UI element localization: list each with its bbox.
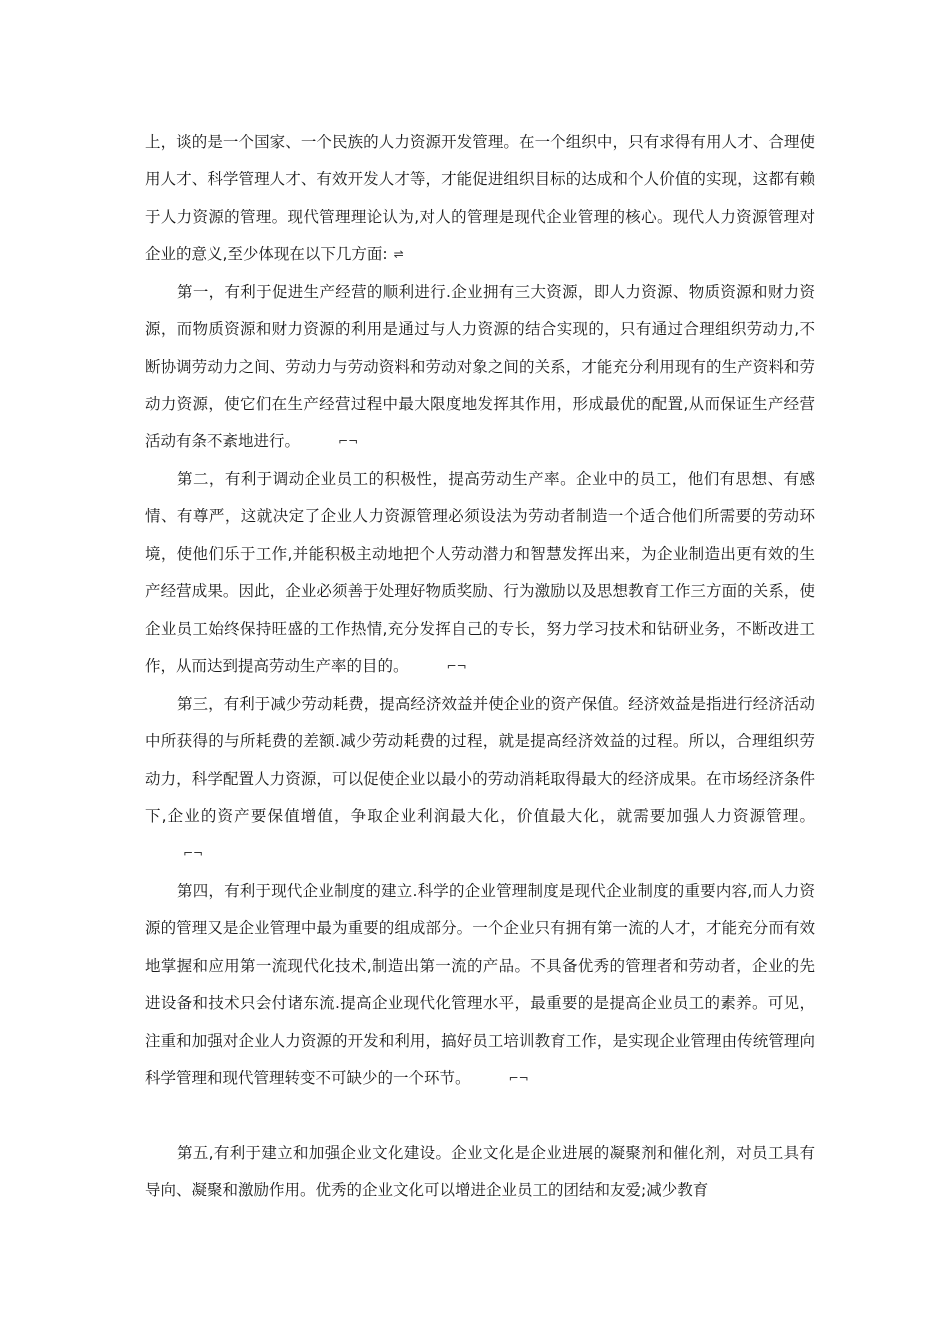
paragraph-fifth-point: 第五,有利于建立和加强企业文化建设。企业文化是企业进展的凝聚剂和催化剂，对员工具有导向、凝聚和激励作用。优秀的企业文化可以增进企业员工的团结和友爱;减少教育 <box>145 1143 815 1199</box>
paragraph-mark-icon: ⌐¬ <box>338 434 359 449</box>
paragraph-mark-icon: ⌐¬ <box>446 659 467 674</box>
paragraph-second-point: 第二，有利于调动企业员工的积极性，提高劳动生产率。企业中的员工，他们有思想、有感情、有尊严，这就决定了企业人力资源管理必须设法为劳动者制造一个适合他们所需要的劳动环境，使他们乐于工作,并能积极主动地把个人劳动潜力和智慧发挥出来，为企业制造出更有效的生产经营成果。因此，企业必须善于处理好物质奖励、行为激励以及思想教育工作三方面的关系，使企业员工始终保持旺盛的工作热情,充分发挥自己的专长，努力学习技术和钻研业务，不断改进工作，从而达到提高劳动生产率的目的。 ⌐¬ <box>145 461 815 686</box>
paragraph-third-point: 第三，有利于减少劳动耗费，提高经济效益并使企业的资产保值。经济效益是指进行经济活动中所获得的与所耗费的差额.减少劳动耗费的过程，就是提高经济效益的过程。所以，合理组织劳动力，科学配置人力资源，可以促使企业以最小的劳动消耗取得最大的经济成果。在市场经济条件下,企业的资产要保值增值，争取企业利润最大化，价值最大化，就需要加强人力资源管理。⌐¬ <box>145 686 815 873</box>
paragraph-intro-continued: 上，谈的是一个国家、一个民族的人力资源开发管理。在一个组织中，只有求得有用人才、合理使用人才、科学管理人才、有效开发人才等，才能促进组织目标的达成和个人价值的实现，这都有赖于人力资源的管理。现代管理理论认为,对人的管理是现代企业管理的核心。现代人力资源管理对企业的意义,至少体现在以下几方面: ⇌ <box>145 124 815 274</box>
paragraph-fourth-point: 第四，有利于现代企业制度的建立.科学的企业管理制度是现代企业制度的重要内容,而人力资源的管理又是企业管理中最为重要的组成部分。一个企业只有拥有第一流的人才，才能充分而有效地掌握和应用第一流现代化技术,制造出第一流的产品。不具备优秀的管理者和劳动者，企业的先进设备和技术只会付诸东流.提高企业现代化管理水平，最重要的是提高企业员工的素养。可见，注重和加强对企业人力资源的开发和利用，搞好员工培训教育工作，是实现企业管理由传统管理向科学管理和现代管理转变不可缺少的一个环节。 ⌐¬ <box>145 873 815 1098</box>
paragraph-mark-icon: ⇌ <box>393 247 404 262</box>
document-body <box>145 124 815 1209</box>
paragraph-mark-icon: ⌐¬ <box>508 1070 529 1085</box>
paragraph-mark-icon: ⌐¬ <box>183 846 204 861</box>
paragraph-first-point: 第一，有利于促进生产经营的顺利进行.企业拥有三大资源，即人力资源、物质资源和财力资源，而物质资源和财力资源的利用是通过与人力资源的结合实现的，只有通过合理组织劳动力,不断协调劳动力之间、劳动力与劳动资料和劳动对象之间的关系，才能充分利用现有的生产资料和劳动力资源，使它们在生产经营过程中最大限度地发挥其作用，形成最优的配置,从而保证生产经营活动有条不紊地进行。 ⌐¬ <box>145 274 815 461</box>
